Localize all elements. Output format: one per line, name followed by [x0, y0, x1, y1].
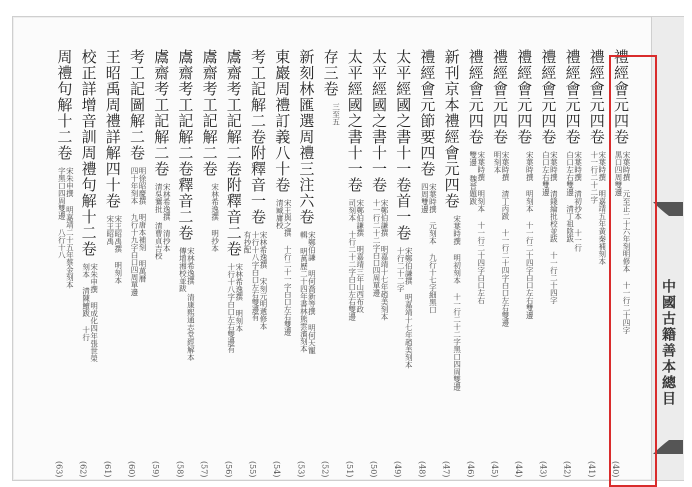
- entry-title: 新刊京本禮經會元四卷: [442, 49, 461, 209]
- entry-number: (62): [78, 460, 88, 477]
- entry-number: (48): [417, 460, 427, 477]
- entry-number: (49): [393, 460, 403, 477]
- entry-note: 輯 明萬歷二十四年書林熊雲濱刻本: [299, 231, 309, 353]
- entry-title: 太平經國之書十一卷: [345, 49, 364, 193]
- entry-title: 禮經會元四卷: [466, 49, 485, 145]
- entry-note: 宋王昭禹: [105, 215, 115, 245]
- entry-note: 雙邊 魏晉題跋: [468, 151, 478, 205]
- entry-note: 宋葉時撰 元刻本 九行十七字細黑口: [428, 183, 438, 314]
- entry-number: (58): [175, 460, 185, 477]
- entry-note: 宋王昭禹撰 明刻本: [113, 215, 123, 284]
- entry-note: 宋朱申撰 明嘉靖二十五年蔡金刻本: [65, 167, 75, 289]
- entry-number: (40): [611, 460, 620, 477]
- entry-title: 鬳齋考工記解二卷: [200, 49, 219, 177]
- entry-note: 十行十八字白口左右雙邊有: [226, 263, 236, 353]
- entry-note: 宋葉時撰 清錢綸批校並跋 十一行二十四字: [549, 151, 559, 304]
- entry-note: 十一行二十二字: [589, 151, 599, 204]
- entry-number: (55): [248, 460, 257, 477]
- catalog-page: [12, 16, 684, 481]
- entry-note: 白口左右雙邊: [541, 151, 551, 196]
- entry-number: (47): [441, 460, 451, 477]
- entry-number: (57): [199, 460, 209, 477]
- entry-note: 十一行二十二字白口四周單邊: [372, 199, 381, 297]
- book-title: 中國古籍善本總目: [660, 279, 676, 407]
- entry-note: 宋鄭伯謙撰 明嘉靖十七年趙美刻本: [380, 199, 389, 321]
- entry-note: 宋林希逸撰 清抄本: [162, 183, 172, 252]
- entry-title: 周禮句解十二卷: [55, 49, 74, 161]
- entry-title: 禮經會元節要四卷: [418, 49, 437, 177]
- entry-title: 考工記解二卷附釋音一卷: [249, 49, 267, 225]
- entry-note: 宋林希逸撰 清康熙通志堂經解本: [186, 247, 196, 361]
- entry-note: 宋葉時撰 明刻本 十一行二十四字白口左右雙邊: [525, 151, 535, 319]
- entry-note: 宋鄭伯謙 明何喬新等撰 明何天寵: [307, 231, 317, 354]
- entry-number: (60): [127, 460, 136, 477]
- entry-title: 禮經會元四卷: [491, 49, 509, 145]
- entry-title: 鬳齋考工記解二卷釋音二卷: [176, 49, 195, 241]
- entry-note: 宋鄭伯謙撰 明嘉靖三年山西布政: [355, 199, 365, 313]
- entry-title: 東巖周禮訂義八十卷: [273, 49, 292, 193]
- entry-note: 十行二十二字: [396, 247, 406, 292]
- highlight-box: [609, 55, 657, 487]
- entry-number: (63): [54, 460, 64, 477]
- entry-number: (53): [296, 460, 306, 477]
- entry-note: 宋葉時撰 明嘉靖五年黃秦補刻本: [597, 151, 607, 265]
- entry-note: 清臧庸校: [275, 199, 285, 229]
- entry-title: 太平經國之書十一卷首一卷: [394, 49, 413, 241]
- entry-note: 白口左右雙邊 清丁祖陰跋: [565, 151, 575, 243]
- entry-title: 禮經會元四卷: [539, 49, 558, 145]
- entry-note: 黑口四周雙邊: [614, 151, 623, 196]
- entry-note: 宋葉時撰 清初抄本 十一行: [573, 151, 583, 252]
- entry-note: 有抄配: [243, 231, 252, 254]
- entry-title: 太平經國之書十一卷: [370, 49, 388, 193]
- entry-number: (61): [102, 460, 112, 477]
- entry-note: 司刻本 十行二十二字白口左右雙邊: [347, 199, 357, 321]
- entry-title: 王昭禹周禮詳解四十卷: [103, 49, 122, 209]
- entry-note: 宋王與之撰 十行二十一字白口左右雙邊: [283, 199, 293, 336]
- entry-title: 鬳齋考工記解二卷附釋音二卷: [224, 49, 243, 257]
- entry-number: (52): [320, 460, 330, 477]
- entry-number: (54): [272, 460, 282, 477]
- entry-note: 宋葉時撰 元至正二十六年刻明修本 十一行二十四字: [622, 151, 631, 334]
- entry-title: 校正詳增音訓周禮句解十二卷: [79, 49, 98, 257]
- entry-note: 刻本 清陳鱣跋 十行: [81, 263, 91, 341]
- entry-number: (56): [223, 460, 233, 477]
- entry-number: (42): [562, 460, 572, 477]
- entry-number: (44): [514, 460, 524, 477]
- entry-title: 考工記圖解二卷: [128, 49, 146, 161]
- entry-note: 明徐昭慶撰 明唐本補刻 明萬曆: [138, 167, 147, 283]
- entry-note: 宋朱申撰 明成化四年張世榮: [89, 263, 99, 362]
- entry-note: 四十年刻本 九行十九字白口四周單邊: [130, 167, 139, 296]
- entry-note: 宋鄭伯謙撰 明嘉靖十七年趙美刻本: [404, 247, 414, 369]
- entry-title: 禮經會元四卷: [612, 49, 630, 145]
- entry-title: 存三卷: [321, 49, 340, 97]
- entry-note: 宋林希逸撰 明抄本: [210, 183, 220, 252]
- entry-note: 字黑口四周雙邊 八行十八: [57, 167, 67, 259]
- entry-number: (45): [490, 460, 499, 477]
- entry-note: 三至五: [331, 103, 341, 126]
- entry-title: 禮經會元四卷: [563, 49, 582, 145]
- entry-note: 清吳騫批 清曹貞吉校: [154, 183, 164, 260]
- entry-title: 禮經會元四卷: [587, 49, 606, 145]
- entry-number: (51): [344, 460, 354, 477]
- entry-note: 宋林希逸撰 宋刻元明遞修本: [259, 231, 268, 330]
- catalog-entry: [52, 49, 82, 477]
- entry-note: 宋葉時撰 明初刻本 十一行二十二字黑口四周雙邊: [452, 215, 462, 391]
- entry-note: 十行十八字白口左右雙邊有: [251, 231, 260, 321]
- entry-note: 宋葉時撰 明刻本 十一行二十四字白口左右: [476, 151, 486, 304]
- entry-title: 禮經會元四卷: [515, 49, 534, 145]
- entry-note: 宋葉時撰 清丁丙跋 十一行二十四字白口左右雙邊: [501, 151, 510, 327]
- entry-number: (46): [465, 460, 475, 477]
- entry-note: 四周雙邊: [420, 183, 430, 213]
- entry-note: 明刻本: [493, 151, 502, 174]
- entry-number: (43): [538, 460, 548, 477]
- entry-number: (41): [586, 460, 596, 477]
- entry-number: (59): [151, 460, 161, 477]
- entry-note: 宋林希逸撰 明刻本: [234, 263, 244, 332]
- entry-note: 傳增湘校並跋: [178, 247, 188, 292]
- entry-title: 鬳齋考工記解二卷: [152, 49, 171, 177]
- entry-title: 新刻林匯選周禮三注六卷: [297, 49, 316, 225]
- entry-number: (50): [369, 460, 378, 477]
